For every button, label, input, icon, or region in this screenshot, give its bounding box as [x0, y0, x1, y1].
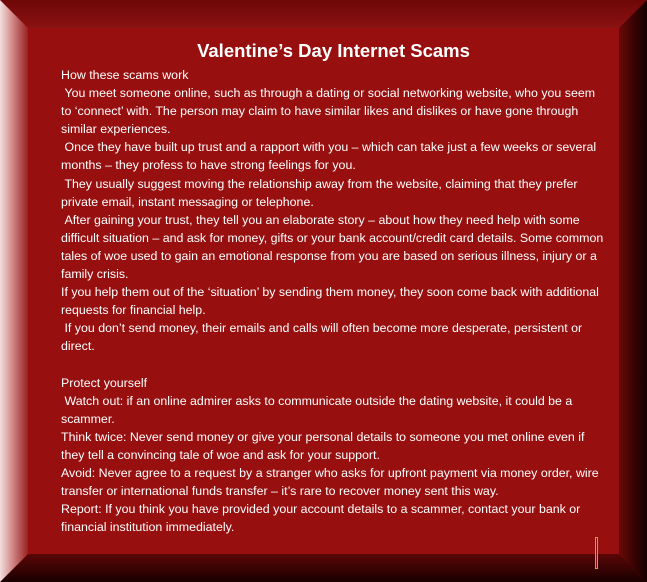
paragraph: Think twice: Never send money or give your personal details to someone you met online even if they tell a convincing tale of woe and ask for your support. — [61, 429, 588, 462]
frame-bevel-left — [0, 0, 28, 582]
frame-bevel-bottom — [0, 554, 647, 582]
paragraph: Once they have built up trust and a rapport with you – which can take just a few weeks or several months – they profess to have strong feelings for you. — [61, 140, 600, 173]
page-title: Valentine’s Day Internet Scams — [197, 40, 470, 61]
paragraph: If you help them out of the ‘situation’ by sending them money, they soon come back with additional requests for financial help. — [61, 285, 603, 318]
paragraph: You meet someone online, such as through a dating or social networking website, who you seem to ‘connect’ with. The person may claim to have similar likes and dislikes or have gone through similar experiences. — [61, 86, 599, 137]
section-heading-how: How these scams work — [61, 68, 189, 82]
paragraph: If you don’t send money, their emails and calls will often become more desperate, persistent or direct. — [61, 321, 586, 354]
paragraph: Report: If you think you have provided your account details to a scammer, contact your bank or financial institution immediately. — [61, 502, 584, 535]
section-heading-protect: Protect yourself — [61, 375, 148, 390]
frame-bevel-top — [0, 0, 647, 28]
spacer — [61, 356, 606, 374]
corner-marker — [595, 537, 598, 569]
frame-bevel-right — [619, 0, 647, 582]
paragraph: Watch out: if an online admirer asks to communicate outside the dating website, it could be a scammer. — [61, 393, 576, 426]
paragraph: After gaining your trust, they tell you an elaborate story – about how they need help with some difficult situation – and ask for money, gifts or your bank account/credit card details. Some common tales of woe used to gain an emotional response from you are based on serious illness, injury or a family crisis. — [61, 212, 607, 282]
paragraph: Avoid: Never agree to a request by a stranger who asks for upfront payment via money order, wire transfer or international funds transfer – it’s rare to recover money sent this way. — [61, 466, 603, 499]
text-content — [61, 38, 606, 536]
paragraph: They usually suggest moving the relationship away from the website, claiming that they prefer private email, instant messaging or telephone. — [61, 176, 581, 209]
